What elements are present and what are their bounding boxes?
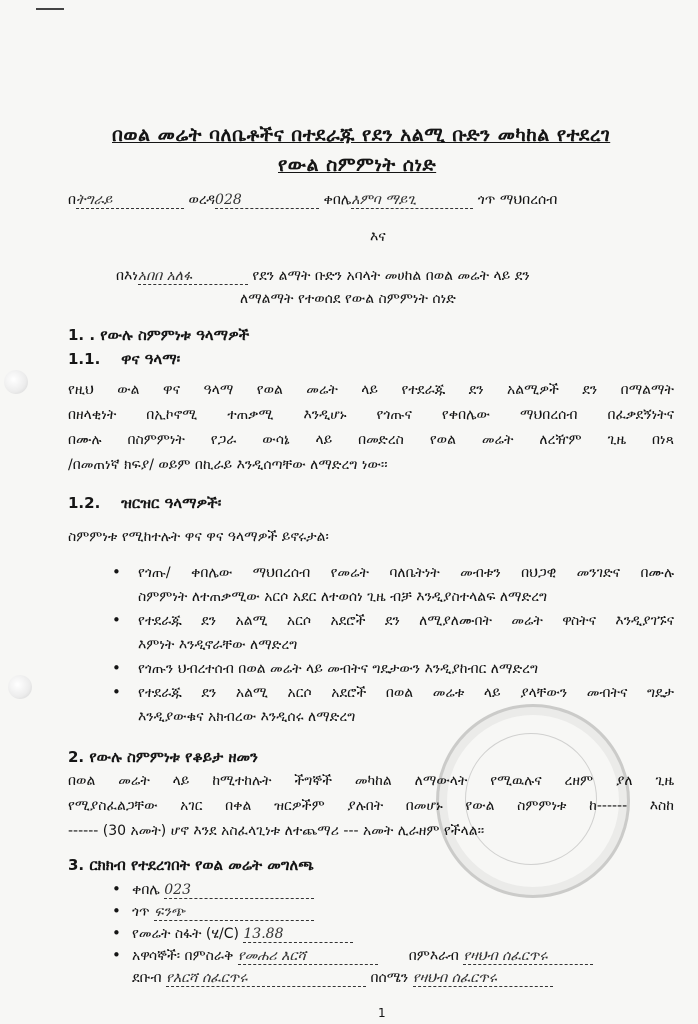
land-borders-line2: ደቡብ የእርሻ ሰፈርጥሩ በሰሜን የዛህብ ሰፈርጥሩ — [132, 970, 553, 987]
handwritten-land-area: 13.88 — [243, 926, 353, 943]
handwritten-east-border: የመሐሪ እርሻ — [238, 948, 378, 965]
handwritten-gott-name: ፍንጭ — [154, 904, 314, 921]
land-area: የመሬት ስፋት (ሄ/C) 13.88 — [132, 926, 353, 943]
bullet-dot-1: • — [112, 563, 121, 581]
party-line-3: ለማልማት የተወሰደ የውል ስምምነት ሰነድ — [240, 291, 456, 307]
and-word: እና — [370, 229, 386, 245]
section1-para-line4: /በመጠነኛ ክፍያ/ ወይም በኪራይ እንዲሰጣቸው ለማድረግ ነው፡፡ — [68, 457, 388, 473]
document-title-line2: የውል ስምምነት ሰነድ — [278, 154, 437, 176]
punch-hole-bottom — [8, 675, 32, 699]
section1-heading: 1. . የውሉ ስምምነቱ ዓላማዎች — [68, 326, 250, 344]
section2-line2: የሚያስፈልጋቸው አገር በቀል ዝርዎችም ያሉበት በመሆኑ የውል ስምምነቱ ከ------ እስከ — [68, 798, 674, 814]
land-kebele: ቀበሌ 023 — [132, 882, 314, 899]
section2-line3: ------ (30 አመት) ሆኖ እንደ አስፈላጊነቱ ለተጨማሪ --- አመት ሊራዘም የችላል፡፡ — [68, 823, 485, 839]
bullet-dot-borders: • — [112, 946, 121, 964]
bullet-2-line1: የተደራጁ ደን አልሚ አርሶ አደሮች ደን ለሚያለሙበት መሬት ዋስትና እንዲያገኙና — [138, 613, 674, 629]
bullet-dot-kebele: • — [112, 880, 121, 898]
section1-para-line1: የዚህ ውል ዋና ዓላማ የወል መሬት ላይ የተደራጁ ደን አልሚዎች ደን በማልማት — [68, 382, 674, 398]
handwritten-west-border: የዛህብ ሰፈርጥሩ — [463, 948, 593, 965]
bullet-dot-area: • — [112, 924, 121, 942]
bullet-1-line2: ስምምነት ለተጠቃሚው አርሶ አደር ለተወሰነ ጊዜ ብቻ እንዲያስተላልፍ ለማድረግ — [138, 589, 548, 605]
page-number: 1 — [378, 1006, 386, 1020]
handwritten-region: ትግራይ — [76, 192, 184, 209]
bullet-1-line1: የጎጡ/ ቀበሌው ማህበረሰብ የመሬት ባለቤትነት መብቱን በህጋዊ መንገድና በሙሉ — [138, 565, 674, 581]
bullet-2-line2: እምነት እንዲኖራቸው ለማድረግ — [138, 637, 298, 653]
section2-line1: በወል መሬት ላይ ከሚተከሉት ችግኞች መካከል ለማውላት የሚዉሉና ረዘም ያለ ጊዜ — [68, 773, 674, 789]
handwritten-woreda: 028 — [215, 192, 319, 209]
bullet-dot-2: • — [112, 611, 121, 629]
section3-heading: 3. ርክክብ የተደረገበት የወል መሬት መግለጫ — [68, 856, 314, 874]
handwritten-north-border: የዛህብ ሰፈርጥሩ — [413, 970, 553, 987]
bullet-dot-3: • — [112, 659, 121, 677]
section1-para-line3: በሙሉ በስምምነት የጋራ ውሳኔ ላይ በመድረስ የወል መሬት ለረዥም ጊዜ በነጻ — [68, 432, 674, 448]
party-line-2: በእነአበበ አለፋ የደን ልማት ቡድን አባላት መሀከል በወል መሬት ላይ ደን — [116, 268, 530, 284]
bullet-dot-gott: • — [112, 902, 121, 920]
bullet-dot-4: • — [112, 683, 121, 701]
punch-hole-top — [4, 370, 28, 394]
handwritten-kebele: እምባ ማይጊ — [351, 192, 473, 209]
bullet-4-line1: የተደራጁ ደን አልሚ አርሶ አደሮች በወል መሬቱ ላይ ያላቸውን መብትና ግዴታ — [138, 685, 674, 701]
section1-sub1: 1.1. ዋና ዓላማ፡ — [68, 350, 181, 368]
land-borders-line1: አዋሳኞች፡ በምስራቅ የመሐሪ እርሻ በምእራብ የዛህብ ሰፈርጥሩ — [132, 948, 593, 965]
section2-heading: 2. የውሉ ስምምነቱ የቆይታ ዘመን — [68, 748, 258, 766]
bullet-3-line1: የጎጡን ህብረተሰብ በወል መሬት ላይ መብትና ግዴታውን እንዲያከብር ለማድረግ — [138, 661, 539, 677]
bullet-4-line2: እንዲያውቁና አክብረው እንዲሰሩ ለማድረግ — [138, 709, 356, 725]
document-title-line1: በወል መሬት ባለቤቶችና በተደራጁ የደን አልሚ ቡድን መካከል የተደረገ — [112, 124, 611, 146]
section1-intro: ስምምነቱ የሚከተሉት ዋና ዋና ዓላማዎች ይኖሩታል፡ — [68, 529, 329, 545]
party-line-1: በትግራይ ወረዳ028 ቀበሌእምባ ማይጊ ጎጥ ማህበረሰብ — [68, 192, 558, 208]
handwritten-group-leader: አበበ አለፋ — [138, 268, 248, 285]
land-gott: ጎጥ ፍንጭ — [132, 904, 314, 921]
handwritten-south-border: የእርሻ ሰፈርጥሩ — [166, 970, 366, 987]
scan-mark — [36, 8, 64, 10]
section1-para-line2: በዘላቂነት በኢኮኖሚ ተጠቃሚ እንዲሆኑ የጎጡና የቀበሌው ማህበረሰብ በፈቃደኝነትና — [68, 407, 674, 423]
handwritten-kebele-number: 023 — [164, 882, 314, 899]
section1-sub2: 1.2. ዝርዝር ዓላማዎች፡ — [68, 494, 222, 512]
